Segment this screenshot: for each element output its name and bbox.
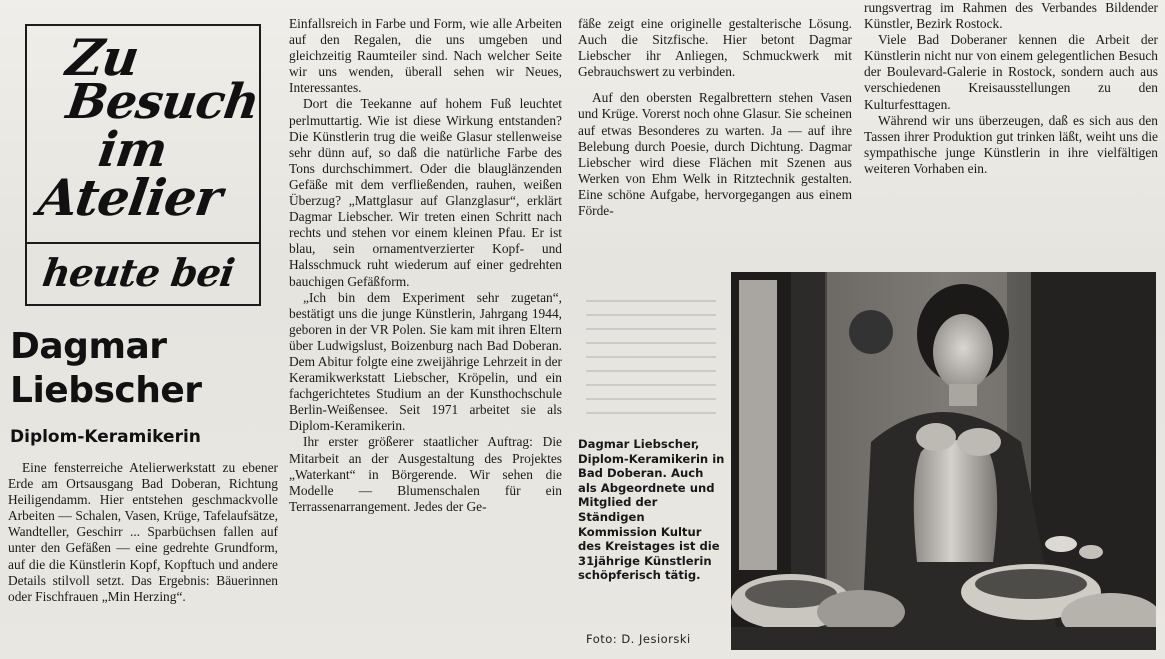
article-paragraph: Während wir uns überzeugen, daß es sich aus den Tassen ihrer Produktion gut trinken läßt, weiht uns die sympathische junge Künstlerin in ihre vielfältigen weiteren Vorhaben ein. [864, 112, 1158, 176]
headline-line-1: Zu [62, 28, 143, 87]
headline-divider [27, 242, 259, 244]
headline-line-4: Atelier [34, 168, 226, 227]
article-column-1 [8, 460, 278, 605]
article-paragraph: fäße zeigt eine originelle gestalterische Lösung. Auch die Sitzfische. Hier betont Dagmar Liebscher ihr Anliegen, Schmuckwerk mit Gebrauchswert zu verbinden. [578, 16, 852, 80]
person-first-name: Dagmar [10, 326, 167, 367]
show-through-print [586, 300, 716, 420]
person-title: Diplom-Keramikerin [10, 427, 201, 447]
article-column-4 [864, 0, 1158, 177]
article-column-2 [289, 16, 562, 515]
person-last-name: Liebscher [10, 370, 202, 411]
headline-line-2: Besuch [63, 74, 263, 130]
article-column-3 [578, 16, 852, 219]
article-paragraph: Auf den obersten Regalbrettern stehen Vasen und Krüge. Vorerst noch ohne Glasur. Sie scheinen auf etwas Besonderes zu warten. Ja — auf ihre Belebung durch Poesie, durch Dichtung. Dagmar Liebscher wird diese Flächen mit Szenen aus Werken von Ehm Welk in Ritztechnik gestalten. Eine schöne Aufgabe, hervorgegangen aus einem Förde- [578, 90, 852, 219]
article-paragraph: „Ich bin dem Experiment sehr zugetan“, bestätigt uns die junge Künstlerin, Jahrgang 1944, geboren in der VR Polen. Sie kam mit ihren Eltern über Ludwigslust, Boizenburg nach Bad Doberan. Dem Abitur folgte eine zweijährige Lehrzeit in der Keramikwerkstatt Liebscher, Kröpelin, und ein fachgerichtetes Studium an der Kunsthochschule Berlin-Weißensee. Seit 1971 arbeitet sie als Diplom-Keramikerin. [289, 289, 562, 434]
article-paragraph: rungsvertrag im Rahmen des Verbandes Bildender Künstler, Bezirk Rostock. [864, 0, 1158, 32]
article-paragraph: Dort die Teekanne auf hohem Fuß leuchtet perlmuttartig. Wie ist diese Wirkung entstanden? Die Künstlerin trug die weiße Glasur stellenweise sehr dünn auf, so daß die natürliche Farbe des Tons durchschimmert. Oder die blauglänzenden Gefäße mit dem verfließenden, rauhen, weißen Überzug? „Mattglasur auf Glanzglasur“, erklärt Dagmar Liebscher. Wir treten einen Schritt nach rechts und stehen vor einem kleinen Pfau. Er ist blau, sein ornamentverzierter Kopf- und Halsschmuck ruht wiederum auf einer gedrehten bauchigen Gefäßform. [289, 96, 562, 289]
photo-credit: Foto: D. Jesiorski [586, 632, 691, 646]
photo-illustration [731, 272, 1156, 650]
photo-caption: Dagmar Liebscher, Diplom-Keramikerin in Bad Doberan. Auch als Abgeordnete und Mitglied der Ständigen Kommission Kultur des Kreistages ist die 31jährige Künstlerin schöpferisch tätig. [578, 437, 725, 583]
artist-photo [731, 272, 1156, 650]
article-paragraph: Ihr erster größerer staatlicher Auftrag: Die Mitarbeit an der Ausgestaltung des Projektes „Waterkant“ in Börgerende. Wir sehen die Modelle — Blumenschalen für ein Terrassenarrangement. Jedes der Ge- [289, 434, 562, 514]
article-paragraph: Einfallsreich in Farbe und Form, wie alle Arbeiten auf den Regalen, die uns umgeben und gleichzeitig Raumteiler sind. Nach welcher Seite wir uns wenden, überall sehen wir Neues, Interessantes. [289, 16, 562, 96]
article-paragraph: Viele Bad Doberaner kennen die Arbeit der Künstlerin nicht nur von einem gelegentlichen Besuch der Boulevard-Galerie in Rostock, sondern auch aus verschiedenen Kreisausstellungen zu den Kulturfesttagen. [864, 32, 1158, 112]
article-paragraph: Eine fensterreiche Atelierwerkstatt zu ebener Erde am Ortsausgang Bad Doberan, Richtung Heiligendamm. Hier entstehen geschmackvolle Arbeiten — Schalen, Vasen, Krüge, Tafelaufsätze, Wandteller, Geschirr ... Sparbüchsen fallen auf unter den Gefäßen — eine gedrehte Grundform, auf die die Künstlerin Kopf, Kopftuch und andere Details stilvoll setzt. Das Ergebnis: Bäuerinnen oder Fischfrauen „Min Herzing“. [8, 460, 278, 604]
headline-box [25, 24, 261, 306]
headline-line-5: heute bei [39, 250, 237, 295]
headline-line-3: im [95, 122, 170, 178]
